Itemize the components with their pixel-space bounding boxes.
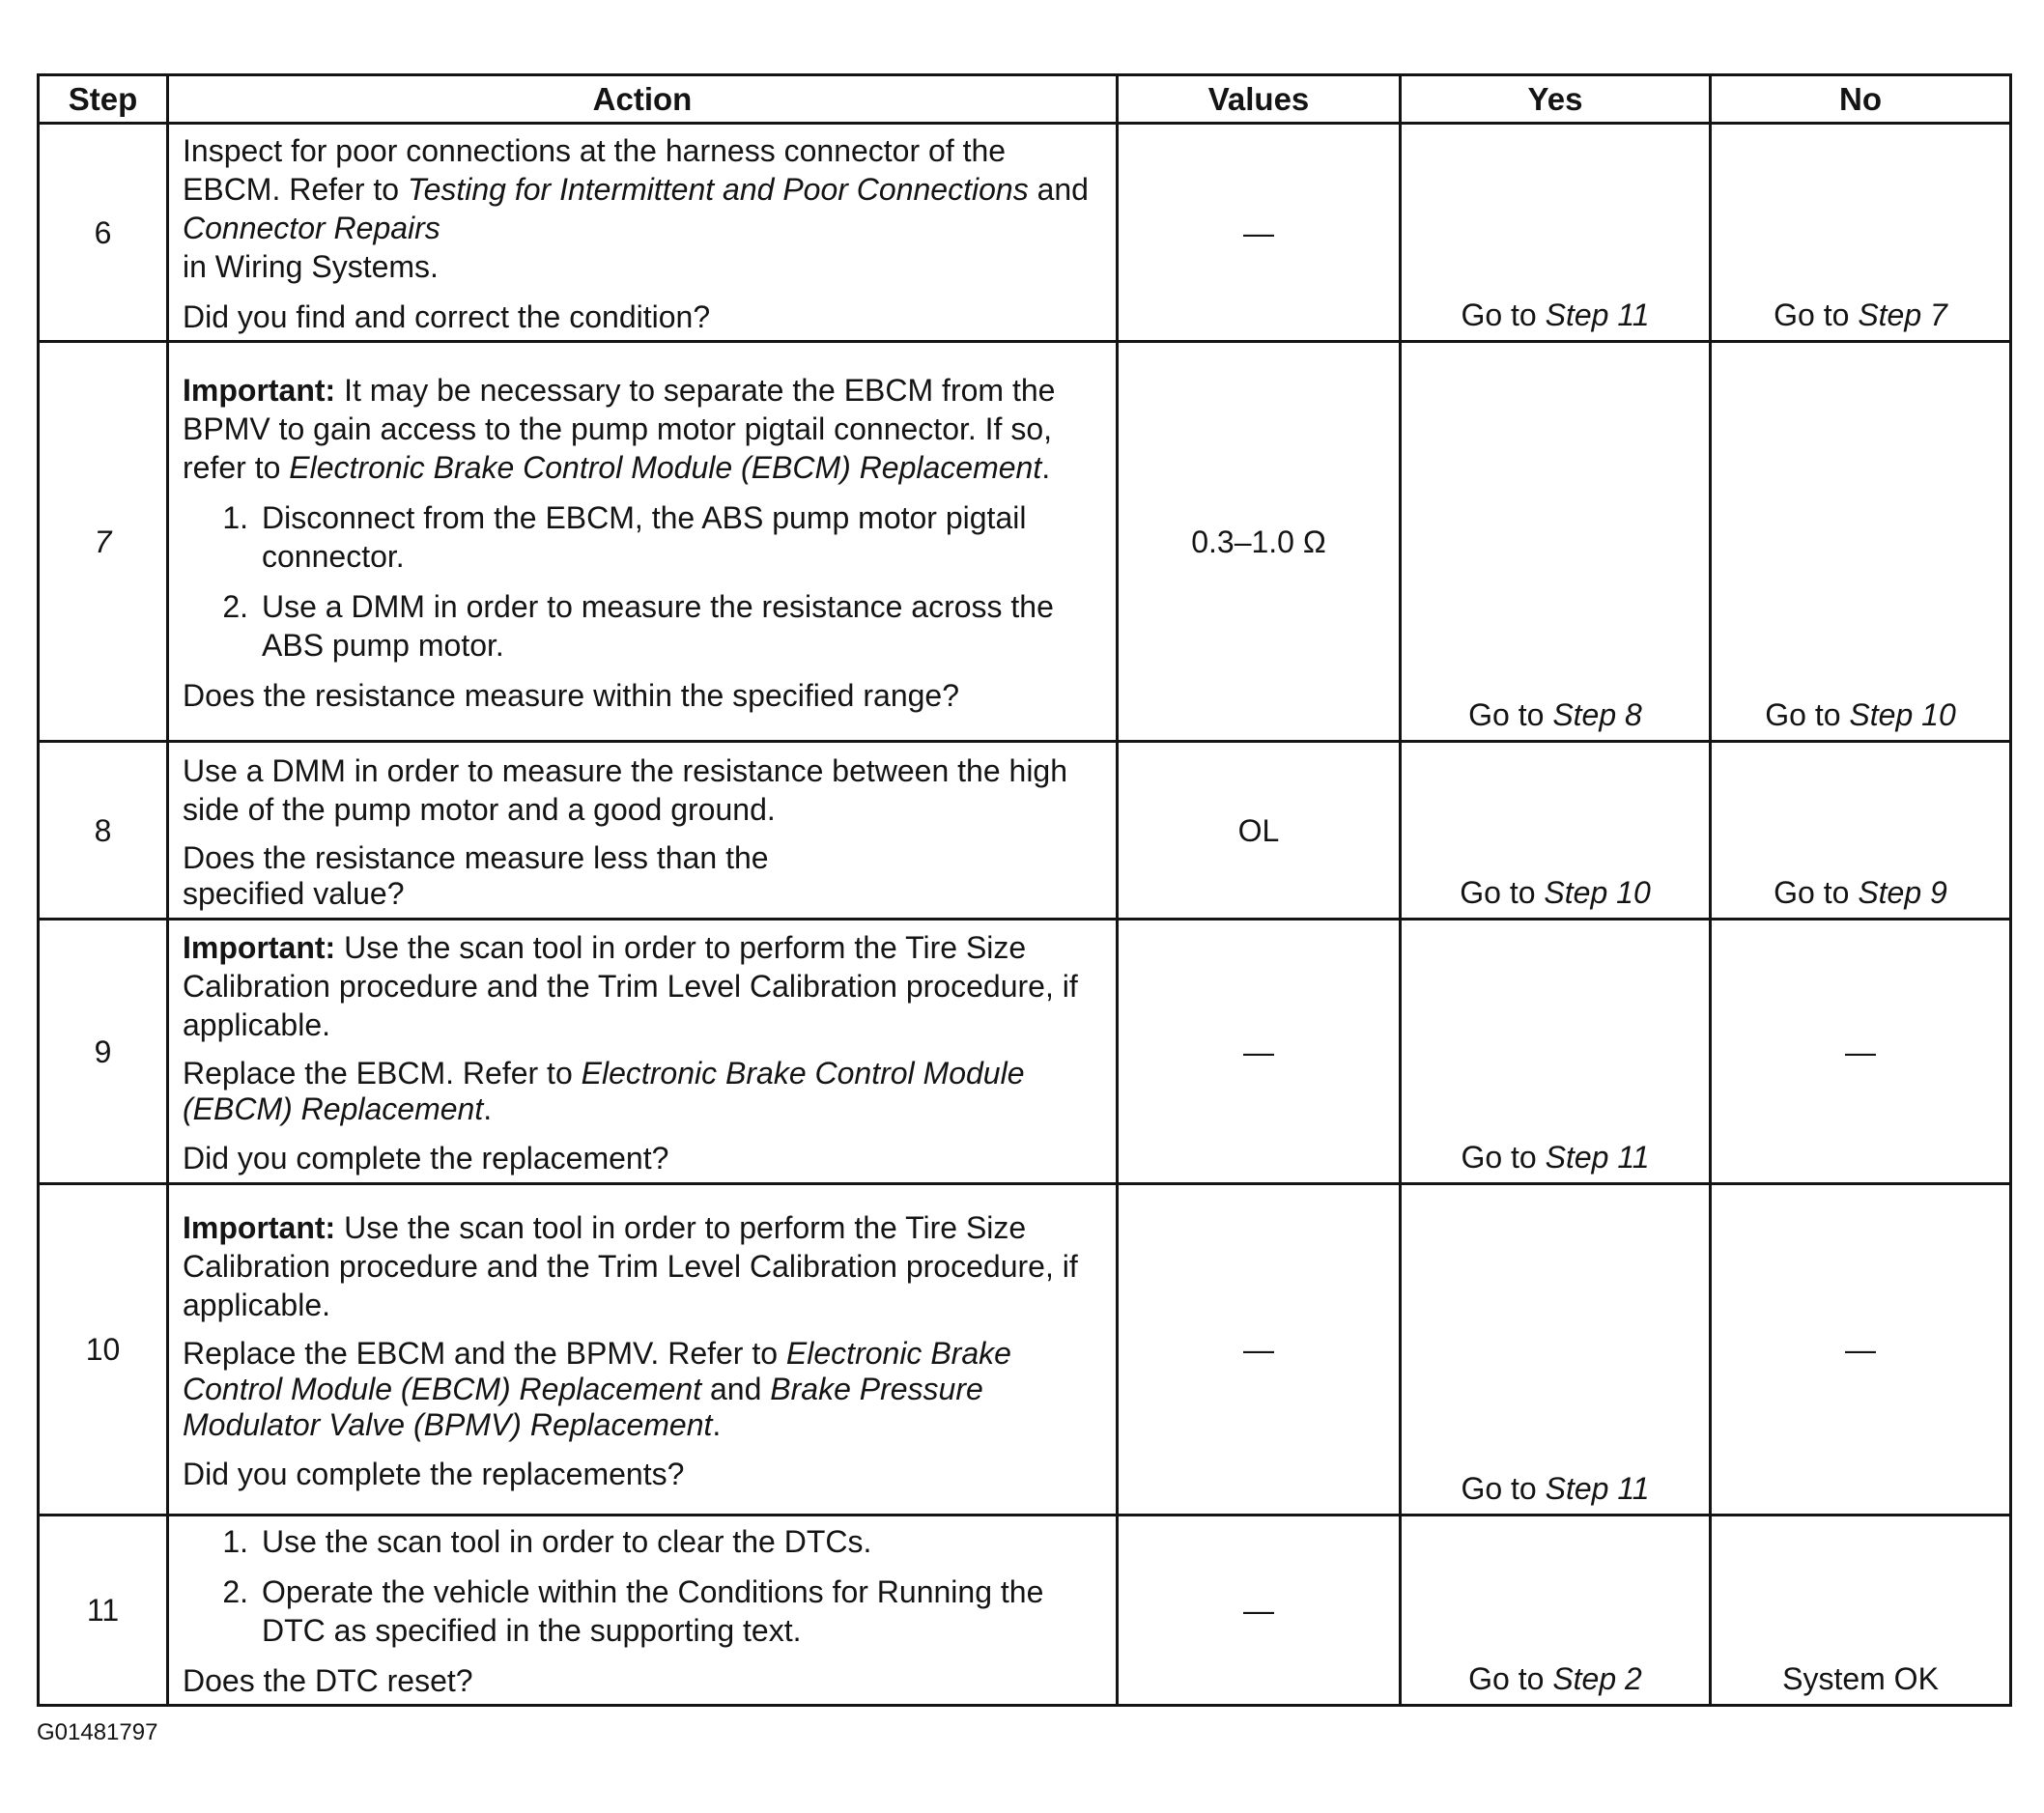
reference-link[interactable]: Electronic Brake Control Module (EBCM) Replacement bbox=[289, 449, 1042, 485]
list-item bbox=[183, 1522, 1102, 1561]
list-text: Use a DMM in order to measure the resistance across the ABS pump motor. bbox=[262, 588, 1054, 663]
important-note bbox=[183, 928, 1102, 1044]
figure-id: G01481797 bbox=[37, 1719, 158, 1745]
list-number: 1. bbox=[222, 499, 248, 535]
step-list bbox=[183, 498, 1102, 665]
action-text: . bbox=[712, 1406, 722, 1442]
goto-prefix: Go to bbox=[1468, 1661, 1553, 1696]
step-number: 8 bbox=[39, 742, 168, 920]
action-text: and bbox=[701, 1371, 771, 1406]
action-text: Replace the EBCM and the BPMV. Refer to bbox=[183, 1335, 786, 1371]
goto-prefix: Go to bbox=[1774, 297, 1859, 332]
goto-prefix: Go to bbox=[1468, 697, 1553, 732]
goto-prefix: Go to bbox=[1774, 875, 1859, 910]
step-link[interactable]: Step 8 bbox=[1552, 697, 1642, 732]
yes-cell bbox=[1401, 1516, 1711, 1706]
list-item bbox=[183, 587, 1102, 665]
table-row bbox=[39, 342, 2011, 742]
action-text: Use the scan tool in order to perform the Tire Size Calibration procedure and the Trim Level Calibration procedure, if applicable. bbox=[183, 929, 1078, 1042]
yes-cell bbox=[1401, 342, 1711, 742]
values-cell: — bbox=[1118, 1184, 1401, 1516]
step-link[interactable]: Step 7 bbox=[1858, 297, 1947, 332]
reference-link[interactable]: Connector Repairs bbox=[183, 210, 440, 245]
step-number: 7 bbox=[39, 342, 168, 742]
goto-prefix: Go to bbox=[1460, 875, 1545, 910]
action-text: . bbox=[483, 1091, 493, 1126]
table-row bbox=[39, 124, 2011, 342]
action-text: in Wiring Systems. bbox=[183, 248, 439, 284]
action-paragraph bbox=[183, 131, 1102, 286]
action-question: Does the resistance measure within the specified range? bbox=[183, 677, 959, 713]
reference-link[interactable]: Testing for Intermittent and Poor Connections bbox=[407, 171, 1029, 207]
no-cell bbox=[1711, 342, 2011, 742]
list-text: Use the scan tool in order to clear the DTCs. bbox=[262, 1524, 872, 1559]
step-number: 6 bbox=[39, 124, 168, 342]
header-values: Values bbox=[1118, 75, 1401, 124]
list-number: 2. bbox=[222, 1574, 248, 1609]
step-link[interactable]: Step 11 bbox=[1545, 1140, 1650, 1175]
step-list bbox=[183, 1522, 1102, 1650]
yes-cell bbox=[1401, 920, 1711, 1184]
action-paragraph bbox=[183, 1336, 1102, 1443]
reference-link[interactable]: Electronic Brake Control Module (EBCM) Replacement bbox=[183, 1335, 1011, 1406]
goto-prefix: Go to bbox=[1461, 1471, 1546, 1506]
action-question: Did you complete the replacement? bbox=[183, 1140, 669, 1176]
step-link[interactable]: Step 2 bbox=[1552, 1661, 1642, 1696]
yes-cell bbox=[1401, 742, 1711, 920]
action-paragraph bbox=[183, 1056, 1102, 1127]
action-text: and bbox=[1028, 171, 1089, 207]
action-question: Does the resistance measure less than the specified value? bbox=[183, 839, 769, 911]
action-text: Inspect for poor connections at the harness connector of the EBCM. Refer to bbox=[183, 132, 1007, 207]
list-number: 1. bbox=[222, 1524, 248, 1559]
step-link[interactable]: Step 10 bbox=[1544, 875, 1651, 910]
action-text: Replace the EBCM. Refer to bbox=[183, 1055, 582, 1091]
no-cell bbox=[1711, 742, 2011, 920]
list-number: 2. bbox=[222, 588, 248, 624]
step-number: 10 bbox=[39, 1184, 168, 1516]
diagnostic-table bbox=[37, 73, 2012, 1707]
step-link[interactable]: Step 10 bbox=[1849, 697, 1956, 732]
goto-prefix: Go to bbox=[1765, 697, 1850, 732]
action-cell bbox=[168, 742, 1118, 920]
step-link[interactable]: Step 11 bbox=[1545, 297, 1650, 332]
table-row bbox=[39, 1516, 2011, 1706]
action-text: Use the scan tool in order to perform the Tire Size Calibration procedure and the Trim Level Calibration procedure, if applicable. bbox=[183, 1209, 1078, 1322]
no-cell: — bbox=[1711, 1184, 2011, 1516]
header-step: Step bbox=[39, 75, 168, 124]
header-no: No bbox=[1711, 75, 2011, 124]
action-question: Did you complete the replacements? bbox=[183, 1456, 685, 1491]
values-cell: — bbox=[1118, 920, 1401, 1184]
table-row bbox=[39, 742, 2011, 920]
header-action: Action bbox=[168, 75, 1118, 124]
action-cell bbox=[168, 920, 1118, 1184]
list-text: Operate the vehicle within the Conditions for Running the DTC as specified in the supporting text. bbox=[262, 1574, 1044, 1648]
important-label: Important: bbox=[183, 372, 336, 408]
action-cell bbox=[168, 124, 1118, 342]
action-question: Did you find and correct the condition? bbox=[183, 298, 711, 334]
action-paragraph: Use a DMM in order to measure the resistance between the high side of the pump motor and a good ground. bbox=[183, 752, 1068, 827]
reference-link[interactable]: Electronic Brake Control Module (EBCM) Replacement bbox=[183, 1055, 1025, 1126]
step-number: 9 bbox=[39, 920, 168, 1184]
action-cell bbox=[168, 1184, 1118, 1516]
goto-prefix: Go to bbox=[1461, 1140, 1546, 1175]
table-row bbox=[39, 920, 2011, 1184]
step-link[interactable]: Step 11 bbox=[1545, 1471, 1650, 1506]
action-question: Does the DTC reset? bbox=[183, 1663, 473, 1698]
no-cell: — bbox=[1711, 920, 2011, 1184]
action-text: . bbox=[1041, 449, 1051, 485]
list-item bbox=[183, 498, 1102, 576]
action-text: It may be necessary to separate the EBCM from the BPMV to gain access to the pump motor pigtail connector. If so, refer to bbox=[183, 372, 1056, 485]
yes-cell bbox=[1401, 124, 1711, 342]
important-note bbox=[183, 371, 1102, 487]
step-number: 11 bbox=[39, 1516, 168, 1706]
step-link[interactable]: Step 9 bbox=[1858, 875, 1947, 910]
important-label: Important: bbox=[183, 929, 336, 965]
values-cell: — bbox=[1118, 124, 1401, 342]
values-cell: 0.3–1.0 Ω bbox=[1118, 342, 1401, 742]
no-cell bbox=[1711, 124, 2011, 342]
action-cell bbox=[168, 1516, 1118, 1706]
no-cell: System OK bbox=[1711, 1516, 2011, 1706]
table-row bbox=[39, 1184, 2011, 1516]
important-label: Important: bbox=[183, 1209, 336, 1245]
list-text: Disconnect from the EBCM, the ABS pump motor pigtail connector. bbox=[262, 499, 1027, 574]
reference-link[interactable]: Brake Pressure Modulator Valve (BPMV) Replacement bbox=[183, 1371, 983, 1442]
important-note bbox=[183, 1208, 1102, 1324]
header-row bbox=[39, 75, 2011, 124]
yes-cell bbox=[1401, 1184, 1711, 1516]
goto-prefix: Go to bbox=[1461, 297, 1546, 332]
values-cell: OL bbox=[1118, 742, 1401, 920]
values-cell: — bbox=[1118, 1516, 1401, 1706]
action-cell bbox=[168, 342, 1118, 742]
header-yes: Yes bbox=[1401, 75, 1711, 124]
list-item bbox=[183, 1572, 1102, 1650]
